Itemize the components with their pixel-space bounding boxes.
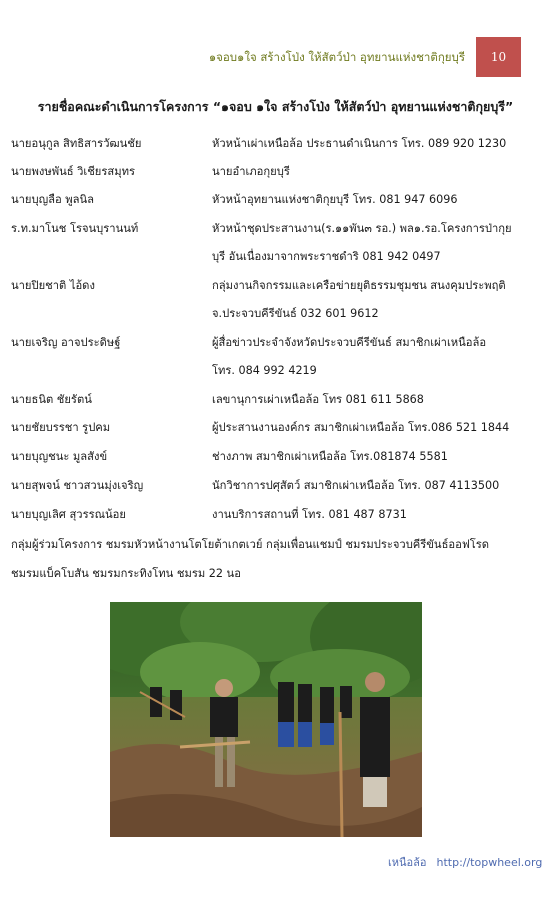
member-role bbox=[212, 443, 537, 471]
participants-note bbox=[11, 530, 531, 588]
member-role-line: หัวหน้าอุทยานแห่งชาติกุยบุรี โทร. 081 947 6096 bbox=[212, 193, 458, 206]
member-name: นายบุญเลิศ สุวรรณน้อย bbox=[11, 508, 126, 521]
member-role bbox=[212, 186, 537, 214]
footer-url[interactable]: http://topwheel.org bbox=[436, 856, 543, 869]
member-name: นายสุพจน์ ชาวสวนมุ่งเจริญ bbox=[11, 479, 144, 492]
member-role bbox=[212, 386, 537, 414]
member-role-line: งานบริการสถานที่ โทร. 081 487 8731 bbox=[212, 508, 407, 521]
member-role-line: ช่างภาพ สมาชิกเผ่าเหนือล้อ โทร.081874 5581 bbox=[212, 450, 448, 463]
volunteers-photo bbox=[110, 602, 422, 837]
member-name: นายธนิต ชัยรัตน์ bbox=[11, 393, 92, 406]
member-role-line: ผู้ประสานงานองค์กร สมาชิกเผ่าเหนือล้อ โทร.086 521 1844 bbox=[212, 421, 510, 434]
member-role bbox=[212, 130, 537, 158]
footer-brand: เหนือล้อ bbox=[388, 856, 427, 869]
member-role bbox=[212, 158, 537, 186]
member-role-line: เลขานุการเผ่าเหนือล้อ โทร 081 611 5868 bbox=[212, 393, 424, 406]
member-name: นายอนุกูล สิทธิสารวัฒนชัย bbox=[11, 137, 142, 150]
member-name: นายเจริญ อาจประดิษฐ์ bbox=[11, 336, 121, 349]
member-role-line: กลุ่มงานกิจกรรมและเครือข่ายยุติธรรมชุมชน สนงคุมประพฤติ bbox=[212, 279, 506, 292]
member-role-line: หัวหน้าชุดประสานงาน(ร.๑๑พัน๓ รอ.) พล๑.รอ.โครงการป่ากุย bbox=[212, 222, 512, 235]
participants-line: ชมรมแบ็คโบสัน ชมรมกระทิงโทน ชมรม 22 นอ bbox=[11, 567, 241, 580]
forest-work-illustration bbox=[110, 602, 422, 837]
member-name: นายชัยบรรชา รูปคม bbox=[11, 421, 111, 434]
member-name: ร.ท.มาโนช โรจนบุรานนท์ bbox=[11, 222, 139, 235]
member-role-line: นักวิชาการปศุสัตว์ สมาชิกเผ่าเหนือล้อ โทร. 087 4113500 bbox=[212, 479, 500, 492]
member-role bbox=[212, 272, 537, 328]
member-role-line: โทร. 084 992 4219 bbox=[212, 364, 317, 377]
member-role-line: นายอำเภอกุยบุรี bbox=[212, 165, 290, 178]
member-role bbox=[212, 215, 537, 271]
member-role bbox=[212, 501, 537, 529]
document-title: รายชื่อคณะดำเนินการโครงการ “๑จอบ ๑ใจ สร้างโป่ง ให้สัตว์ป่า อุทยานแห่งชาติกุยบุรี” bbox=[37, 99, 514, 114]
header-title: ๑จอบ๑ใจ สร้างโป่ง ให้สัตว์ป่า อุทยานแห่งชาติกุยบุรี bbox=[208, 50, 465, 64]
member-role-line: ผู้สื่อข่าวประจำจังหวัดประจวบคีรีขันธ์ สมาชิกเผ่าเหนือล้อ bbox=[212, 336, 487, 349]
member-role bbox=[212, 329, 537, 385]
member-role-line: หัวหน้าเผ่าเหนือล้อ ประธานดำเนินการ โทร. 089 920 1230 bbox=[212, 137, 507, 150]
page-number-badge: 10 bbox=[476, 37, 521, 77]
member-name: นายปิยชาติ ไอ้ดง bbox=[11, 279, 95, 292]
member-role-line: บุรี อันเนื่องมาจากพระราชดำริ 081 942 0497 bbox=[212, 250, 441, 263]
member-role bbox=[212, 414, 537, 442]
member-role bbox=[212, 472, 537, 500]
member-name: นายบุญชนะ มูลสังข์ bbox=[11, 450, 108, 463]
member-name: นายบุญลือ พูลนิล bbox=[11, 193, 94, 206]
participants-line: กลุ่มผู้ร่วมโครงการ ชมรมหัวหน้างานโตโยต้าเกตเวย์ กลุ่มเพื่อนแชมป์ ชมรมประจวบคีรีขันธ์ออฟโรด bbox=[11, 538, 490, 551]
member-role-line: จ.ประจวบคีรีขันธ์ 032 601 9612 bbox=[212, 307, 379, 320]
member-name: นายพงษพันธ์ วิเชียรสมุทร bbox=[11, 165, 135, 178]
footer bbox=[388, 853, 542, 871]
